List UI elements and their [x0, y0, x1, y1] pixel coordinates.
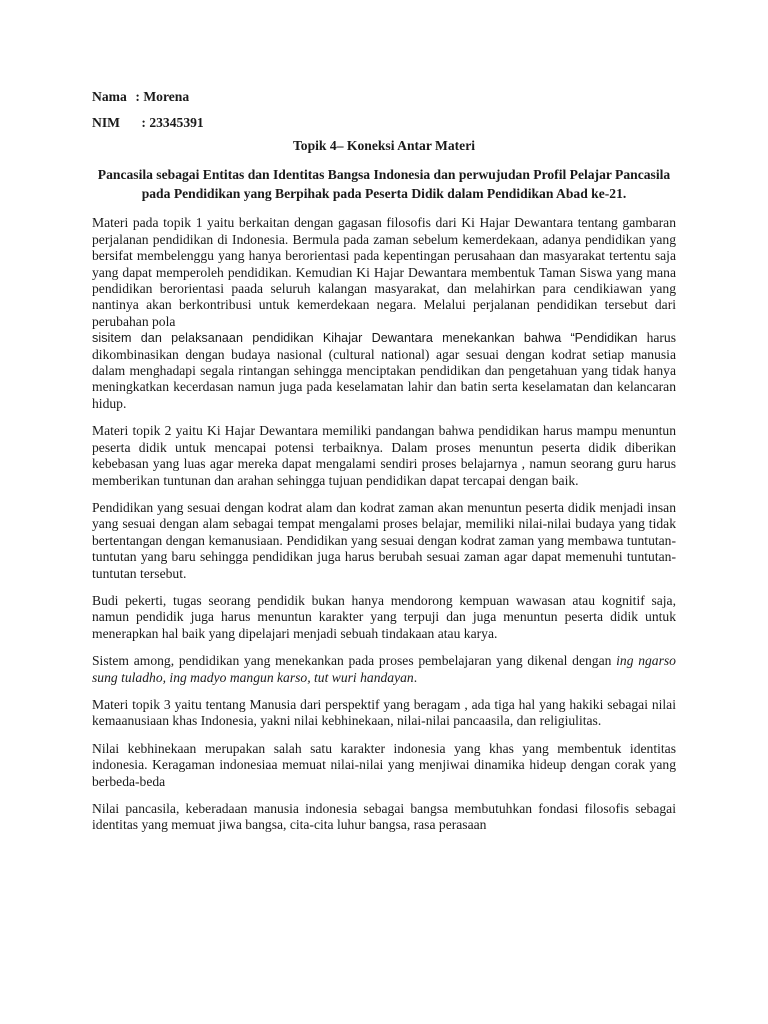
paragraph-topic-1: [92, 215, 676, 412]
document-page: [92, 86, 676, 845]
student-nim-line: [92, 112, 676, 134]
paragraph-budi-pekerti: Budi pekerti, tugas seorang pendidik bukan hanya mendorong kempuan wawasan atau kognitif saja, namun pendidik juga harus menuntun karakter yang terpuji dan juga menuntun peserta didik untuk menerapkan hal baik yang dipelajari menjadi sebuah tindakaan atau karya.: [92, 592, 676, 641]
paragraph-sistem-among: [92, 653, 676, 686]
student-name-line: [92, 86, 676, 108]
paragraph-text: Sistem among, pendidikan yang menekankan pada proses pembelajaran yang dikenal dengan: [92, 653, 612, 669]
paragraph-text: harus dikombinasikan dengan budaya nasional (cultural national) agar sesuai dengan kodrat setiap manusia dalam menghadapi segala rintangan sehingga menciptakan pendidikan dan pengetahuan yang tidak hanya meningkatkan kecerdasan namun juga pada keselamatan lahir dan batin serta keselamatan dan kelancaran hidup.: [92, 330, 677, 411]
document-title: Pancasila sebagai Entitas dan Identitas Bangsa Indonesia dan perwujudan Profil Pelajar Pancasila pada Pendidikan yang Berpihak pada Peserta Didik dalam Pendidikan Abad ke-21.: [97, 167, 671, 201]
paragraph-kodrat: Pendidikan yang sesuai dengan kodrat alam dan kodrat zaman akan menuntun peserta didik menjadi insan yang sesuai dengan alam sebagai tempat mengalami proses belajar, memiliki nilai-nilai budaya yang tidak bertentangan dengan kemanusiaan. Pendidikan yang sesuai dengan kodrat zaman yang membawa tuntutan-tuntutan yang baru sehingga pendidikan juga harus berubah sesuai zaman agar dapat memenuhi tuntutan-tuntutan tersebut.: [92, 499, 676, 581]
name-label: Nama: [92, 89, 127, 104]
name-value: : Morena: [135, 89, 190, 104]
paragraph-topic-3: Materi topik 3 yaitu tentang Manusia dari perspektif yang beragam , ada tiga hal yang hakiki sebagai nilai kemaanusiaan khas Indonesia, yakni nilai kebhinekaan, nilai-nilai pancaasila, dan religiulitas.: [92, 696, 676, 729]
paragraph-italic-motto: ing ngarso sung tuladho, ing madyo mangun karso, tut wuri handayan: [92, 653, 676, 685]
topic-heading: Topik 4– Koneksi Antar Materi: [292, 138, 476, 153]
paragraph-text-sans: sisitem dan pelaksanaan pendidikan Kihajar Dewantara menekankan bahwa “Pendidikan: [92, 331, 638, 346]
paragraph-kebhinekaan: Nilai kebhinekaan merupakan salah satu karakter indonesia yang khas yang membentuk identitas indonesia. Keragaman indonesiaa memuat nilai-nilai yang menjiwai dinamika hideup dengan corak yang berbeda-beda: [92, 740, 676, 789]
paragraph-pancasila: Nilai pancasila, keberadaan manusia indonesia sebagai bangsa membutuhkan fondasi filosofis sebagai identitas yang memuat jiwa bangsa, cita-cita luhur bangsa, rasa perasaan: [92, 801, 676, 833]
nim-value: : 23345391: [141, 115, 204, 130]
paragraph-text: Materi pada topik 1 yaitu berkaitan dengan gagasan filosofis dari Ki Hajar Dewantara tentang gambaran perjalanan pendidikan di Indonesia. Bermula pada zaman sebelum kemerdekaan, adanya pendidikan yang bersifat membelenggu yang hanya berorientasi pada kepentingan perusahaan dan masyarakat tertentu saja yang dapat memperoleh pendidikan. Kemudian Ki Hajar Dewantara membentuk Taman Siswa yang mana pendidikan berorientasi paada seluruh kalangan masyarakat, dan melahirkan para cendikiawan yang nantinya akan berkontribusi untuk kemerdekaan negara. Melalui perjalanan pendidikan tersebut dari perubahan pola: [92, 215, 676, 329]
paragraph-topic-2: Materi topik 2 yaitu Ki Hajar Dewantara memiliki pandangan bahwa pendidikan harus mampu menuntun peserta didik untuk mencapai potensi terbaiknya. Dalam proses menuntun peserta didik diberikan kebebasan yang luas agar mereka dapat mengalami sendiri proses belajarnya , namun seorang guru harus memberikan tuntunan dan arahan sehingga tujuan pendidikan dapat tercapai dengan baik.: [92, 423, 676, 488]
paragraph-text: .: [413, 669, 418, 685]
nim-label: NIM: [92, 115, 120, 130]
